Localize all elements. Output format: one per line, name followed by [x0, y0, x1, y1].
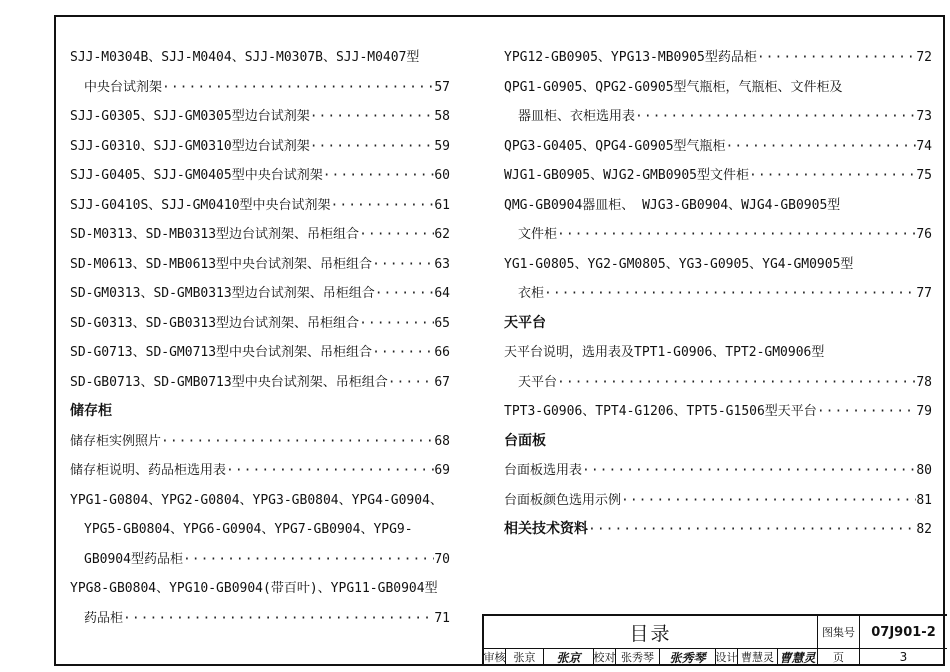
toc-entry[interactable]: [70, 309, 450, 339]
toc-entry-title: SJJ-G0305、SJJ-GM0305型边台试剂架: [70, 109, 310, 124]
toc-page-number: 57: [434, 79, 450, 95]
toc-leader-dots: [817, 397, 917, 427]
toc-entry[interactable]: [70, 73, 450, 103]
toc-entry[interactable]: [504, 397, 932, 427]
toc-page-number: 78: [916, 374, 932, 390]
toc-leader-dots: [161, 427, 434, 457]
toc-entry-title: YPG1-G0804、YPG2-G0804、YPG3-GB0804、YPG4-G0904、: [70, 492, 443, 508]
toc-leader-dots: [544, 279, 916, 309]
toc-page-number: 61: [434, 197, 450, 213]
toc-leader-dots: [323, 161, 435, 191]
toc-page-number: 76: [916, 227, 932, 242]
toc-entry[interactable]: [70, 368, 450, 398]
toc-entry-title: 药品柜: [84, 610, 124, 626]
toc-entry[interactable]: [70, 250, 450, 280]
toc-section-heading: 台面板: [504, 432, 546, 449]
toc-page-number: 82: [916, 522, 932, 537]
toc-page-number: 60: [434, 168, 450, 183]
toc-entry[interactable]: [504, 338, 932, 368]
toc-entry[interactable]: [70, 338, 450, 368]
toc-entry-title: SD-G0713、SD-GM0713型中央台试剂架、吊柜组合: [70, 345, 373, 360]
toc-page-number: 80: [916, 463, 932, 478]
toc-entry-title: SD-GB0713、SD-GMB0713型中央台试剂架、吊柜组合: [70, 374, 388, 390]
toc-section-heading-entry[interactable]: [504, 515, 932, 545]
toc-entry-title: SJJ-G0405、SJJ-GM0405型中央台试剂架: [70, 168, 323, 183]
toc-section-heading: 天平台: [504, 314, 546, 331]
toc-entry-title: 储存柜说明、药品柜选用表: [70, 463, 227, 478]
toc-entry[interactable]: [70, 132, 450, 162]
toc-leader-dots: [123, 604, 434, 634]
toc-page-number: 68: [434, 433, 450, 449]
reviewer-name: 张京: [506, 649, 544, 665]
toc-right-column: [504, 43, 932, 545]
toc-entry[interactable]: [70, 191, 450, 221]
signature-row: [484, 649, 817, 665]
toc-leader-dots: [557, 220, 916, 250]
toc-entry[interactable]: [70, 427, 450, 457]
toc-leader-dots: [310, 132, 435, 162]
toc-entry[interactable]: [504, 486, 932, 516]
toc-entry[interactable]: [70, 102, 450, 132]
toc-entry[interactable]: [70, 545, 450, 575]
toc-leader-dots: [375, 279, 435, 309]
toc-leader-dots: [635, 102, 916, 132]
toc-leader-dots: [162, 73, 434, 103]
toc-entry-title: 天平台: [518, 374, 558, 390]
toc-entry-title: SD-M0313、SD-MB0313型边台试剂架、吊柜组合: [70, 227, 360, 242]
toc-leader-dots: [726, 132, 917, 162]
atlas-number: 07J901-2: [859, 616, 947, 649]
toc-page-number: 74: [916, 138, 932, 154]
toc-entry[interactable]: [504, 191, 932, 221]
toc-entry-title: 中央台试剂架: [84, 79, 163, 95]
toc-entry-title: 台面板颜色选用示例: [504, 492, 622, 508]
toc-leader-dots: [582, 456, 916, 486]
title-block: [482, 614, 947, 665]
toc-leader-dots: [183, 545, 434, 575]
toc-entry-title: 储存柜实例照片: [70, 433, 162, 449]
toc-entry[interactable]: [504, 279, 932, 309]
designer-label: 设计: [715, 651, 738, 664]
toc-entry-title: TPT3-G0906、TPT4-G1206、TPT5-G1506型天平台: [504, 404, 817, 419]
toc-entry[interactable]: [70, 604, 450, 634]
toc-entry-title: GB0904型药品柜: [84, 551, 183, 567]
toc-entry-title: 文件柜: [518, 227, 558, 242]
toc-entry[interactable]: [70, 43, 450, 73]
toc-page-number: 69: [434, 463, 450, 478]
drawing-frame: [54, 15, 945, 666]
toc-entry-title: QPG1-G0905、QPG2-G0905型气瓶柜，气瓶柜、文件柜及: [504, 79, 843, 95]
toc-entry[interactable]: [70, 574, 450, 604]
toc-entry-title: YPG5-GB0804、YPG6-G0904、YPG7-GB0904、YPG9-: [84, 522, 413, 537]
toc-page-number: 67: [434, 374, 450, 390]
toc-entry-title: 衣柜: [518, 286, 545, 301]
toc-leader-dots: [388, 368, 435, 398]
toc-entry[interactable]: [70, 161, 450, 191]
toc-leader-dots: [621, 486, 916, 516]
toc-entry[interactable]: [70, 515, 450, 545]
toc-entry[interactable]: [504, 250, 932, 280]
toc-entry-title: YPG8-GB0804、YPG10-GB0904(带百叶)、YPG11-GB0904型: [70, 581, 438, 596]
toc-entry-title: SD-G0313、SD-GB0313型边台试剂架、吊柜组合: [70, 315, 360, 331]
toc-entry-title: SJJ-M0304B、SJJ-M0404、SJJ-M0307B、SJJ-M0407型: [70, 50, 420, 65]
checker-signature: 张秀琴: [660, 649, 716, 665]
toc-page-number: 75: [916, 168, 932, 183]
toc-entry-title: 台面板选用表: [504, 463, 583, 478]
toc-entry[interactable]: [504, 102, 932, 132]
toc-entry-title: QPG3-G0405、QPG4-G0905型气瓶柜: [504, 138, 726, 154]
toc-page-number: 73: [916, 109, 932, 124]
toc-page-number: 79: [916, 404, 932, 419]
toc-page-number: 62: [434, 227, 450, 242]
toc-page-number: 65: [434, 315, 450, 331]
designer-name: 曹慧灵: [738, 649, 778, 665]
toc-page-number: 58: [434, 109, 450, 124]
toc-entry-title: SD-GM0313、SD-GMB0313型边台试剂架、吊柜组合: [70, 286, 375, 301]
toc-leader-dots: [757, 43, 917, 73]
toc-page-number: 64: [434, 286, 450, 301]
toc-entry-title: YG1-G0805、YG2-GM0805、YG3-G0905、YG4-GM0905型: [504, 256, 854, 272]
toc-leader-dots: [310, 102, 435, 132]
toc-leader-dots: [557, 368, 916, 398]
toc-page-number: 71: [434, 610, 450, 626]
toc-entry[interactable]: [70, 486, 450, 516]
toc-leader-dots: [372, 250, 434, 280]
toc-entry-title: 器皿柜、衣柜选用表: [518, 109, 636, 124]
toc-entry[interactable]: [504, 368, 932, 398]
toc-entry[interactable]: [70, 279, 450, 309]
toc-entry[interactable]: [70, 456, 450, 486]
checker-name: 张秀琴: [616, 649, 660, 665]
toc-entry[interactable]: [504, 43, 932, 73]
toc-leader-dots: [359, 309, 434, 339]
toc-entry[interactable]: [504, 220, 932, 250]
title-block-title: 目录: [484, 616, 817, 649]
toc-page-number: 72: [916, 50, 932, 65]
toc-entry[interactable]: [504, 161, 932, 191]
toc-entry-title: WJG1-GB0905、WJG2-GMB0905型文件柜: [504, 168, 750, 183]
toc-entry-title: SJJ-G0310、SJJ-GM0310型边台试剂架: [70, 138, 310, 154]
toc-entry-title: SD-M0613、SD-MB0613型中央台试剂架、吊柜组合: [70, 256, 373, 272]
toc-left-column: [70, 43, 450, 633]
toc-leader-dots: [359, 220, 434, 250]
toc-leader-dots: [749, 161, 916, 191]
toc-leader-dots: [588, 515, 916, 545]
toc-entry-title: YPG12-GB0905、YPG13-MB0905型药品柜: [504, 50, 757, 65]
toc-entry[interactable]: [504, 73, 932, 103]
toc-entry[interactable]: [70, 220, 450, 250]
toc-entry[interactable]: [504, 456, 932, 486]
reviewer-label: 审核: [483, 651, 506, 664]
toc-leader-dots: [372, 338, 434, 368]
page-number: 3: [859, 649, 947, 665]
toc-page-number: 77: [916, 286, 932, 301]
checker-label: 校对: [593, 651, 616, 664]
toc-entry-title: QMG-GB0904器皿柜、 WJG3-GB0904、WJG4-GB0905型: [504, 197, 841, 213]
toc-page-number: 81: [916, 492, 932, 508]
reviewer-signature: 张京: [544, 649, 594, 665]
toc-page-number: 70: [434, 551, 450, 567]
toc-entry-title: 天平台说明，选用表及TPT1-G0906、TPT2-GM0906型: [504, 345, 825, 360]
page-label: 页: [817, 649, 859, 665]
toc-leader-dots: [331, 191, 435, 221]
designer-signature: 曹慧灵: [779, 650, 816, 665]
toc-entry-title: 相关技术资料: [504, 521, 588, 537]
toc-entry-title: SJJ-G0410S、SJJ-GM0410型中央台试剂架: [70, 197, 331, 213]
toc-entry[interactable]: [504, 132, 932, 162]
toc-section-heading: 储存柜: [70, 403, 112, 419]
toc-leader-dots: [226, 456, 434, 486]
atlas-number-label: 图集号: [817, 616, 859, 649]
toc-page-number: 63: [434, 256, 450, 272]
toc-page-number: 59: [434, 138, 450, 154]
toc-page-number: 66: [434, 345, 450, 360]
